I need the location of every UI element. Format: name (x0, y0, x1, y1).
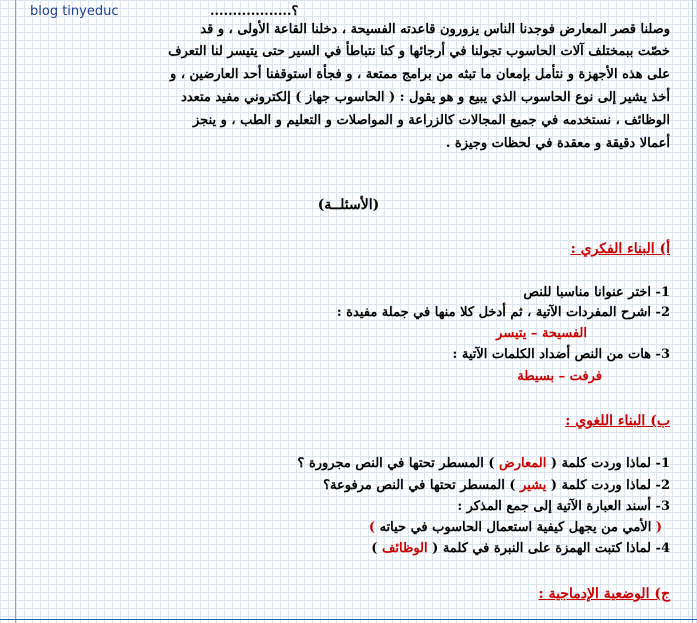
section-b-question-4 (371, 541, 670, 556)
paragraph-line-5: الوظائف ، نستخدمه في جميع المجالات كالزراعة و المواصلات و التعليم و الطب ، و ينجز (193, 113, 670, 128)
section-a-question-3: 3- هات من النص أضداد الكلمات الآتية : (452, 347, 670, 362)
paragraph-line-6: أعمالا دقيقة و معقدة في لحظات وجيزة . (445, 136, 670, 151)
paragraph-line-4: أخذ يشير إلى نوع الحاسوب الذي يبيع و هو يقول : ( الحاسوب جهاز ) إلكتروني مفيد متعدد (181, 90, 670, 105)
page-margin-right (692, 0, 693, 623)
section-b-q2-word: يشير (520, 478, 547, 493)
section-b-q4-suffix: ) (371, 541, 378, 556)
section-b-q1-word: المعارض (499, 456, 547, 471)
paragraph-line-1: وصلنا قصر المعارض فوجدنا الناس يزورون قاعدته الفسيحة ، دخلنا القاعة الأولى ، و قد (200, 22, 670, 37)
section-b-q2-prefix: 2- لماذا وردت كلمة ( (550, 478, 670, 493)
page-margin-left (15, 0, 16, 623)
section-a-heading: أ) البناء الفكري : (570, 241, 670, 257)
section-b-q1-prefix: 1- لماذا وردت كلمة ( (550, 456, 670, 471)
page-bottom-border (0, 619, 697, 620)
section-b-q4-prefix: 4- لماذا كتبت الهمزة على النبرة في كلمة ( (432, 541, 670, 556)
section-b-heading: ب) البناء اللغوي : (565, 413, 670, 429)
section-b-q2-suffix: ) المسطر تحتها في النص مرفوعة؟ (323, 478, 516, 493)
section-b-question-2 (323, 478, 670, 493)
paragraph-line-2: خصّت ببمختلف آلات الحاسوب تجولنا في أرجائها و كنا نتباطأ في السير حتى يتيسر لنا التعرف (168, 44, 670, 59)
section-b-question-3: 3- أسند العبارة الآتية إلى جمع المذكر : (457, 499, 670, 514)
blog-watermark: blog tinyeduc (30, 4, 119, 19)
section-a-question-2-words: الفسيحة – يتيسر (496, 326, 587, 341)
section-b-q1-suffix: ) المسطر تحتها في النص مجرورة ؟ (297, 456, 495, 471)
section-b-q3-open-paren: ( (655, 520, 662, 535)
paragraph-line-3: على هذه الأجهزة و نتأمل بإمعان ما تبثه من برامج ممتعة ، و فجأة استوقفنا أحد العارضين ، و (170, 67, 670, 82)
section-a-question-1: 1- اختر عنوانا مناسبا للنص (523, 285, 670, 300)
section-b-q3-phrase-text: الأمي من يجهل كيفية استعمال الحاسوب في حياته (379, 520, 652, 535)
section-a-question-2: 2- اشرح المفردات الآتية ، ثم أدخل كلا منها في جملة مفيدة : (336, 305, 670, 320)
section-b-q3-close-paren: ) (368, 520, 376, 535)
title-placeholder-dots: ؟.................. (210, 4, 299, 19)
section-b-question-1 (298, 456, 670, 471)
section-c-heading: ج) الوضعية الإدماجية : (538, 586, 670, 602)
section-b-q4-word: الوظائف (381, 541, 428, 556)
questions-heading: (الأسئلــة) (317, 197, 380, 213)
section-a-question-3-words: فرفت – بسيطة (517, 369, 602, 384)
section-b-question-3-phrase (369, 520, 662, 535)
